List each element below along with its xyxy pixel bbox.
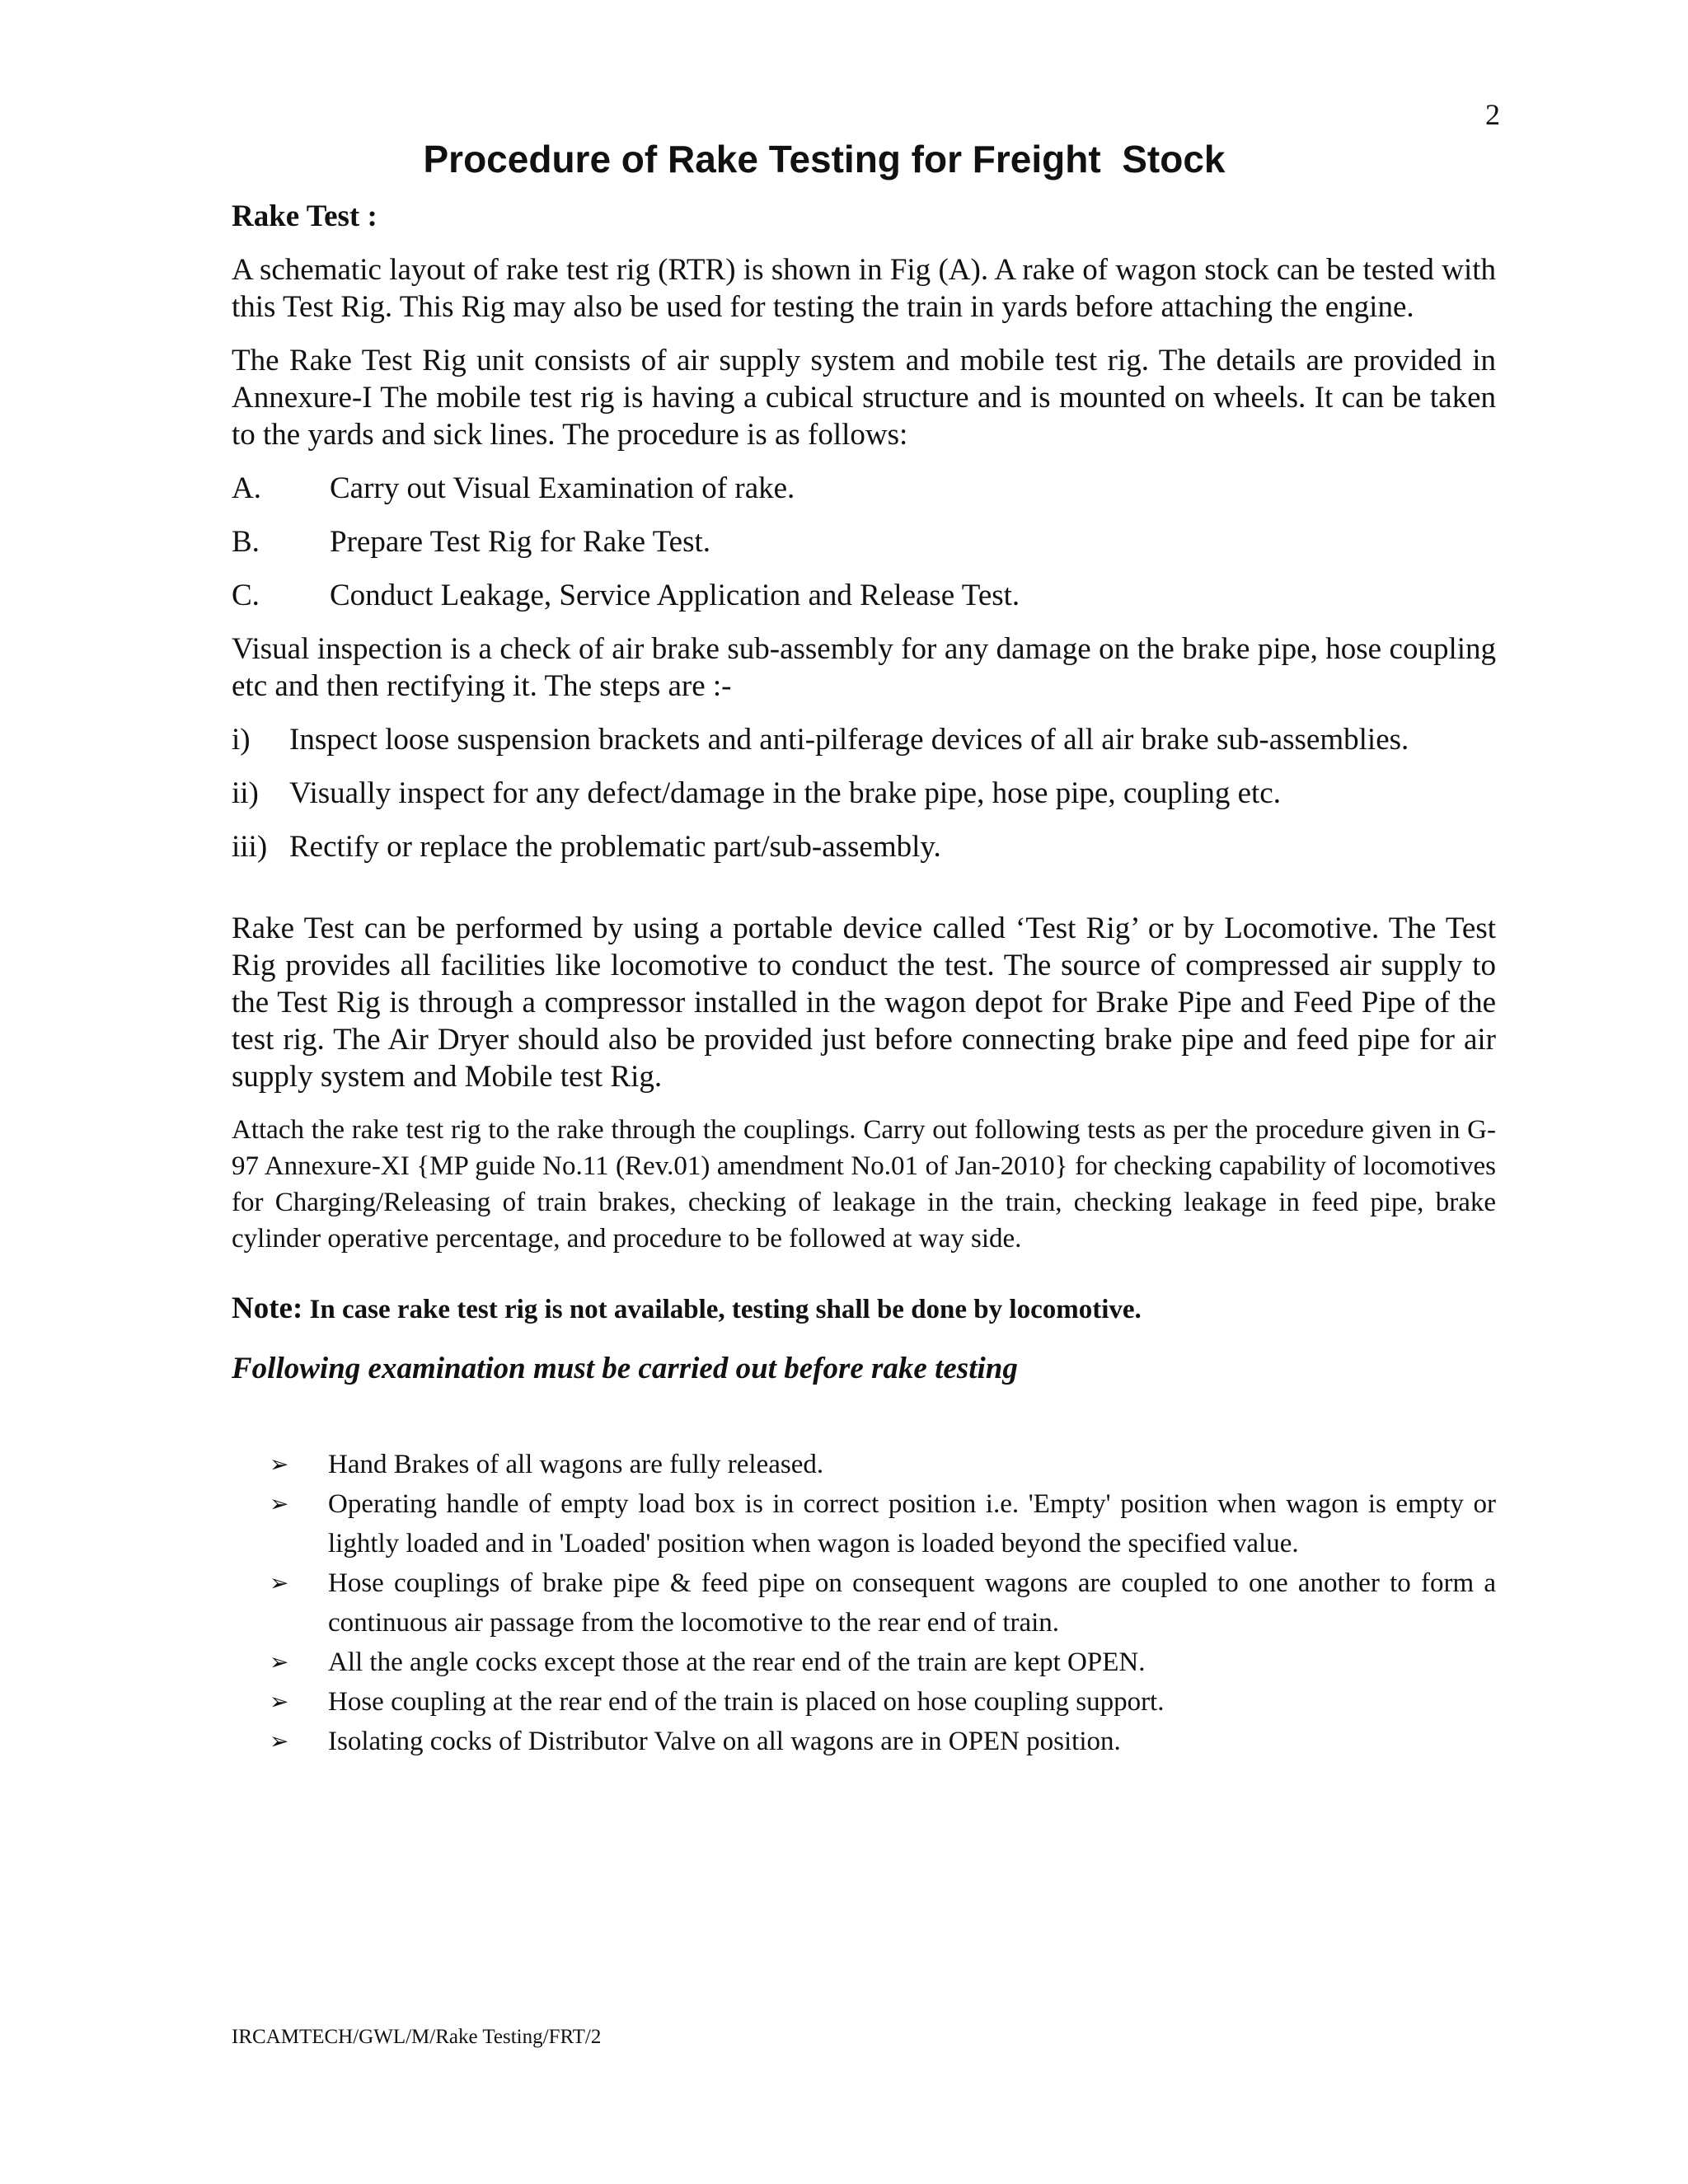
list-item bbox=[232, 1445, 1496, 1484]
examination-list bbox=[232, 1445, 1496, 1761]
inspection-step-number: ii) bbox=[232, 776, 259, 810]
list-item-text: Hand Brakes of all wagons are fully released. bbox=[328, 1450, 824, 1479]
procedure-step bbox=[232, 577, 1496, 614]
inspection-step-text: Visually inspect for any defect/damage in the brake pipe, hose pipe, coupling etc. bbox=[289, 776, 1281, 810]
list-item bbox=[232, 1682, 1496, 1722]
inspection-step bbox=[232, 775, 1496, 812]
inspection-step-text: Rectify or replace the problematic part/sub-assembly. bbox=[289, 830, 941, 864]
rake-test-paragraph: Rake Test can be performed by using a portable device called ‘Test Rig’ or by Locomotive. The Test Rig provides all facilities like locomotive to conduct the test. The source of compressed air supply to the Test Rig is through a compressor installed in the wagon depot for Brake Pipe and Feed Pipe of the test rig. The Air Dryer should also be provided just before connecting brake pipe and feed pipe for air supply system and Mobile test Rig. bbox=[232, 912, 1496, 1094]
list-item bbox=[232, 1722, 1496, 1761]
list-item bbox=[232, 1563, 1496, 1643]
procedure-step bbox=[232, 470, 1496, 507]
arrowhead-bullet-icon: ➢ bbox=[270, 1490, 289, 1517]
inspection-step-text: Inspect loose suspension brackets and anti-pilferage devices of all air brake sub-assemblies. bbox=[289, 723, 1409, 757]
list-item-text: All the angle cocks except those at the rear end of the train are kept OPEN. bbox=[328, 1647, 1146, 1677]
inspection-step bbox=[232, 828, 1496, 865]
list-item-text: Isolating cocks of Distributor Valve on all wagons are in OPEN position. bbox=[328, 1727, 1121, 1756]
note-text: In case rake test rig is not available, testing shall be done by locomotive. bbox=[309, 1295, 1142, 1324]
page-number: 2 bbox=[1485, 98, 1500, 131]
step-letter: C. bbox=[232, 579, 260, 612]
examination-heading: Following examination must be carried out before rake testing bbox=[232, 1352, 1018, 1385]
section-heading: Rake Test : bbox=[232, 199, 377, 233]
step-text: Conduct Leakage, Service Application and Release Test. bbox=[330, 579, 1020, 612]
procedure-step bbox=[232, 523, 1496, 560]
footer-reference: IRCAMTECH/GWL/M/Rake Testing/FRT/2 bbox=[232, 2026, 602, 2048]
arrowhead-bullet-icon: ➢ bbox=[270, 1727, 289, 1755]
step-letter: B. bbox=[232, 525, 260, 559]
arrowhead-bullet-icon: ➢ bbox=[270, 1451, 289, 1478]
inspection-step-number: iii) bbox=[232, 830, 268, 864]
arrowhead-bullet-icon: ➢ bbox=[270, 1688, 289, 1715]
list-item-text: Hose couplings of brake pipe & feed pipe on consequent wagons are coupled to one another to form a continuous air passage from the locomotive to the rear end of train. bbox=[328, 1568, 1496, 1638]
inspection-step bbox=[232, 721, 1496, 758]
list-item bbox=[232, 1484, 1496, 1563]
attach-paragraph: Attach the rake test rig to the rake through the couplings. Carry out following tests as per the procedure given in G-97 Annexure-XI {MP guide No.11 (Rev.01) amendment No.01 of Jan-2010} for checking capability of locomotives for Charging/Releasing of train brakes, checking of leakage in the train, checking leakage in feed pipe, brake cylinder operative percentage, and procedure to be followed at way side. bbox=[232, 1115, 1496, 1254]
list-item-text: Hose coupling at the rear end of the train is placed on hose coupling support. bbox=[328, 1687, 1165, 1717]
arrowhead-bullet-icon: ➢ bbox=[270, 1569, 289, 1596]
document-body bbox=[232, 198, 1496, 1761]
inspection-steps bbox=[232, 721, 1496, 865]
note-label: Note: bbox=[232, 1291, 303, 1325]
intro-paragraph: A schematic layout of rake test rig (RTR) is shown in Fig (A). A rake of wagon stock can be tested with this Test Rig. This Rig may also be used for testing the train in yards before attaching the engine. bbox=[232, 253, 1496, 324]
procedure-steps bbox=[232, 470, 1496, 614]
note bbox=[232, 1290, 1496, 1329]
arrowhead-bullet-icon: ➢ bbox=[270, 1648, 289, 1675]
step-text: Prepare Test Rig for Rake Test. bbox=[330, 525, 711, 559]
list-item-text: Operating handle of empty load box is in correct position i.e. 'Empty' position when wagon is empty or lightly loaded and in 'Loaded' position when wagon is loaded beyond the specified value. bbox=[328, 1489, 1496, 1558]
spacer bbox=[232, 882, 1496, 910]
list-item bbox=[232, 1643, 1496, 1682]
page-title: Procedure of Rake Testing for Freight Stock bbox=[423, 138, 1226, 180]
unit-paragraph: The Rake Test Rig unit consists of air supply system and mobile test rig. The details are provided in Annexure-I The mobile test rig is having a cubical structure and is mounted on wheels. It can be taken to the yards and sick lines. The procedure is as follows: bbox=[232, 344, 1496, 452]
step-text: Carry out Visual Examination of rake. bbox=[330, 471, 795, 505]
visual-inspection-paragraph: Visual inspection is a check of air brake sub-assembly for any damage on the brake pipe, hose coupling etc and then rectifying it. The steps are :- bbox=[232, 632, 1496, 703]
inspection-step-number: i) bbox=[232, 723, 251, 757]
step-letter: A. bbox=[232, 471, 261, 505]
